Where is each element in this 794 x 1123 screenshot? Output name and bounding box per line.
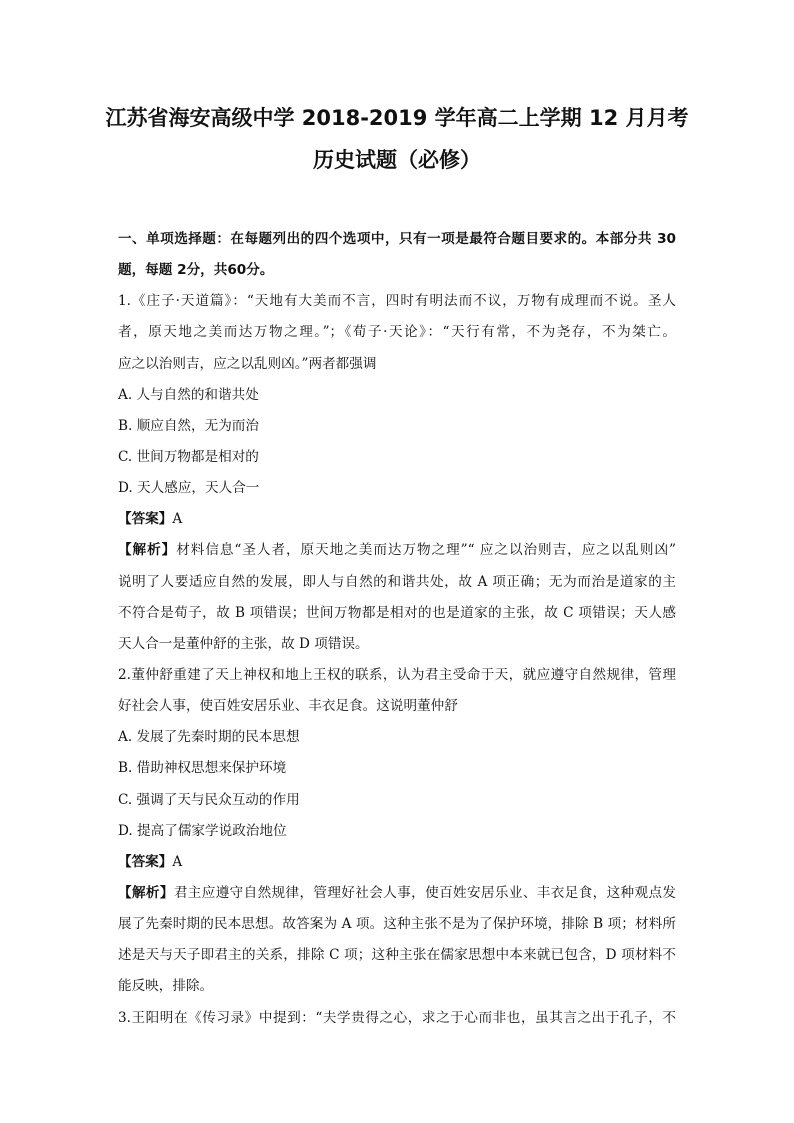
analysis-line: 天人合一是董仲舒的主张，故 D 项错误。 — [118, 635, 369, 652]
analysis-line: 说明了人要适应自然的发展，即人与自然的和谐共处，故 A 项正确；无为而治是道家的主 — [118, 573, 676, 590]
exam-title: 江苏省海安高级中学 2018-2019 学年高二上学期 12 月月考 — [105, 106, 689, 130]
analysis-text: 君主应遵守自然规律，管理好社会人事，使百姓安居乐业、丰衣足食，这种观点发 — [173, 884, 676, 901]
answer-value: A — [172, 511, 183, 528]
option-b: B. 借助神权思想来保护环境 — [118, 760, 287, 777]
analysis-label: 【解析】 — [118, 542, 177, 559]
exam-content — [118, 224, 676, 1034]
answer-label: 【答案】 — [118, 511, 173, 528]
option-a: A. 发展了先秦时期的民本思想 — [118, 729, 300, 746]
option-c: C. 世间万物都是相对的 — [118, 448, 259, 465]
question-stem: 应之以治则吉，应之以乱则凶。”两者都强调 — [118, 355, 377, 372]
question-stem: 1.《庄子·天道篇》：“天地有大美而不言，四时有明法而不议，万物有成理而不说。圣人 — [118, 293, 676, 310]
question-stem: 者，原天地之美而达万物之理。”；《荀子·天论》：“天行有常，不为尧存，不为桀亡。 — [118, 324, 676, 341]
answer-value: A — [172, 853, 183, 870]
option-a: A. 人与自然的和谐共处 — [118, 386, 259, 403]
analysis-line: 述是天与天子即君主的关系，排除 C 项；这种主张在儒家思想中本来就已包含，D 项材料不 — [118, 947, 676, 964]
analysis-line — [118, 535, 676, 566]
analysis-line: 能反映，排除。 — [118, 978, 214, 995]
analysis-line — [118, 878, 676, 909]
question-stem: 好社会人事，使百姓安居乐业、丰衣足食。这说明董仲舒 — [118, 698, 458, 715]
question-stem: 2.董仲舒重建了天上神权和地上王权的联系，认为君主受命于天，就应遵守自然规律，管理 — [118, 666, 676, 683]
question-stem: 3.王阳明在《传习录》中提到：“夫学贵得之心，求之于心而非也，虽其言之出于孔子，不 — [118, 1009, 676, 1026]
section-heading: 题，每题 2分，共60分。 — [118, 262, 274, 279]
analysis-text: 材料信息“圣人者，原天地之美而达万物之理”“ 应之以治则吉，应之以乱则凶” — [176, 542, 676, 559]
answer-line — [118, 847, 676, 878]
option-d: D. 天人感应，天人合一 — [118, 480, 260, 497]
analysis-line: 展了先秦时期的民本思想。故答案为 A 项。这种主张不是为了保护环境，排除 B 项；材料所 — [118, 916, 676, 933]
exam-subtitle: 历史试题（必修） — [313, 148, 481, 172]
answer-label: 【答案】 — [118, 853, 173, 870]
option-d: D. 提高了儒家学说政治地位 — [118, 822, 287, 839]
answer-line — [118, 504, 676, 535]
option-c: C. 强调了天与民众互动的作用 — [118, 791, 300, 808]
analysis-line: 不符合是荀子，故 B 项错误；世间万物都是相对的也是道家的主张，故 C 项错误；天人感 — [118, 604, 676, 621]
section-heading: 一、单项选择题：在每题列出的四个选项中，只有一项是最符合题目要求的。本部分共 30 — [118, 231, 676, 247]
analysis-label: 【解析】 — [118, 884, 174, 901]
option-b: B. 顺应自然，无为而治 — [118, 417, 259, 434]
